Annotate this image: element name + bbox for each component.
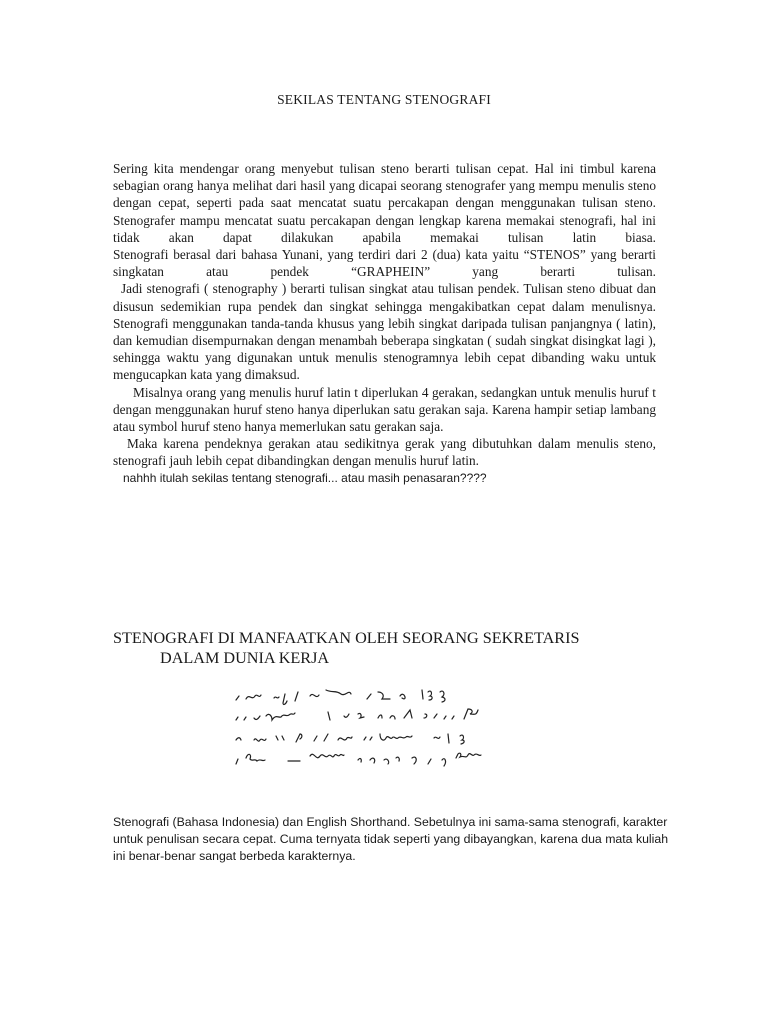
section-heading xyxy=(113,628,673,668)
paragraph-conclusion: Maka karena pendeknya gerakan atau sedikitnya gerak yang dibutuhkan dalam menulis steno, stenografi jauh lebih cepat dibandingkan dengan menulis huruf latin. xyxy=(113,436,656,469)
paragraph-definition: Jadi stenografi ( stenography ) berarti tulisan singkat atau tulisan pendek. Tulisan steno dibuat dan disusun sedemikian rupa pendek dan singkat sehingga mengakibatkan cepat dalam menulisnya. Stenografi menggunakan tanda-tanda khusus yang lebih singkat daripada tulisan panjangnya ( latin), dan kemudian disempurnakan dengan menambah beberapa singkatan ( sudah singkat disingkat lagi ), sehingga waktu yang digunakan untuk menulis stenogramnya lebih cepat dibanding waku untuk mengucapkan kata yang dimaksud. xyxy=(113,281,656,383)
page-title: SEKILAS TENTANG STENOGRAFI xyxy=(277,92,491,107)
paragraph-intro: Sering kita mendengar orang menyebut tulisan steno berarti tulisan cepat. Hal ini timbul karena sebagian orang hanya melihat dari hasil yang dicapai seorang stenografer yang mempu menulis steno dengan cepat, seperti pada saat mencatat suatu percakapan dengan menggunakan tulisan steno. Stenografer mampu mencatat suatu percakapan dengan lengkap karena memakai stenografi, hal ini tidak akan dapat dilakukan apabila memakai tulisan latin biasa. xyxy=(113,161,656,245)
paragraph-closing: nahhh itulah sekilas tentang stenografi... atau masih penasaran???? xyxy=(123,470,487,485)
paragraph-comparison: Stenografi (Bahasa Indonesia) dan English Shorthand. Sebetulnya ini sama-sama stenografi, karakter untuk penulisan secara cepat. Cuma ternyata tidak seperti yang dibayangkan, karena dua mata kuliah ini benar-benar sangat berbeda karakternya. xyxy=(113,815,669,863)
shorthand-sample-image xyxy=(230,686,540,772)
paragraph-etymology: Stenografi berasal dari bahasa Yunani, yang terdiri dari 2 (dua) kata yaitu “STENOS” yang berarti singkatan atau pendek “GRAPHEIN” yang berarti tulisan. xyxy=(113,247,656,280)
section-heading-line-2: DALAM DUNIA KERJA xyxy=(160,649,330,667)
bottom-paragraph-block xyxy=(113,814,673,865)
paragraph-example: Misalnya orang yang menulis huruf latin t diperlukan 4 gerakan, sedangkan untuk menulis huruf t dengan menggunakan huruf steno hanya diperlukan satu gerakan saja. Karena hampir setiap lambang atau symbol huruf steno hanya memerlukan satu gerakan saja. xyxy=(113,384,656,435)
article-body xyxy=(113,160,656,487)
section-heading-line-1: STENOGRAFI DI MANFAATKAN OLEH SEORANG SEKRETARIS xyxy=(113,629,580,647)
